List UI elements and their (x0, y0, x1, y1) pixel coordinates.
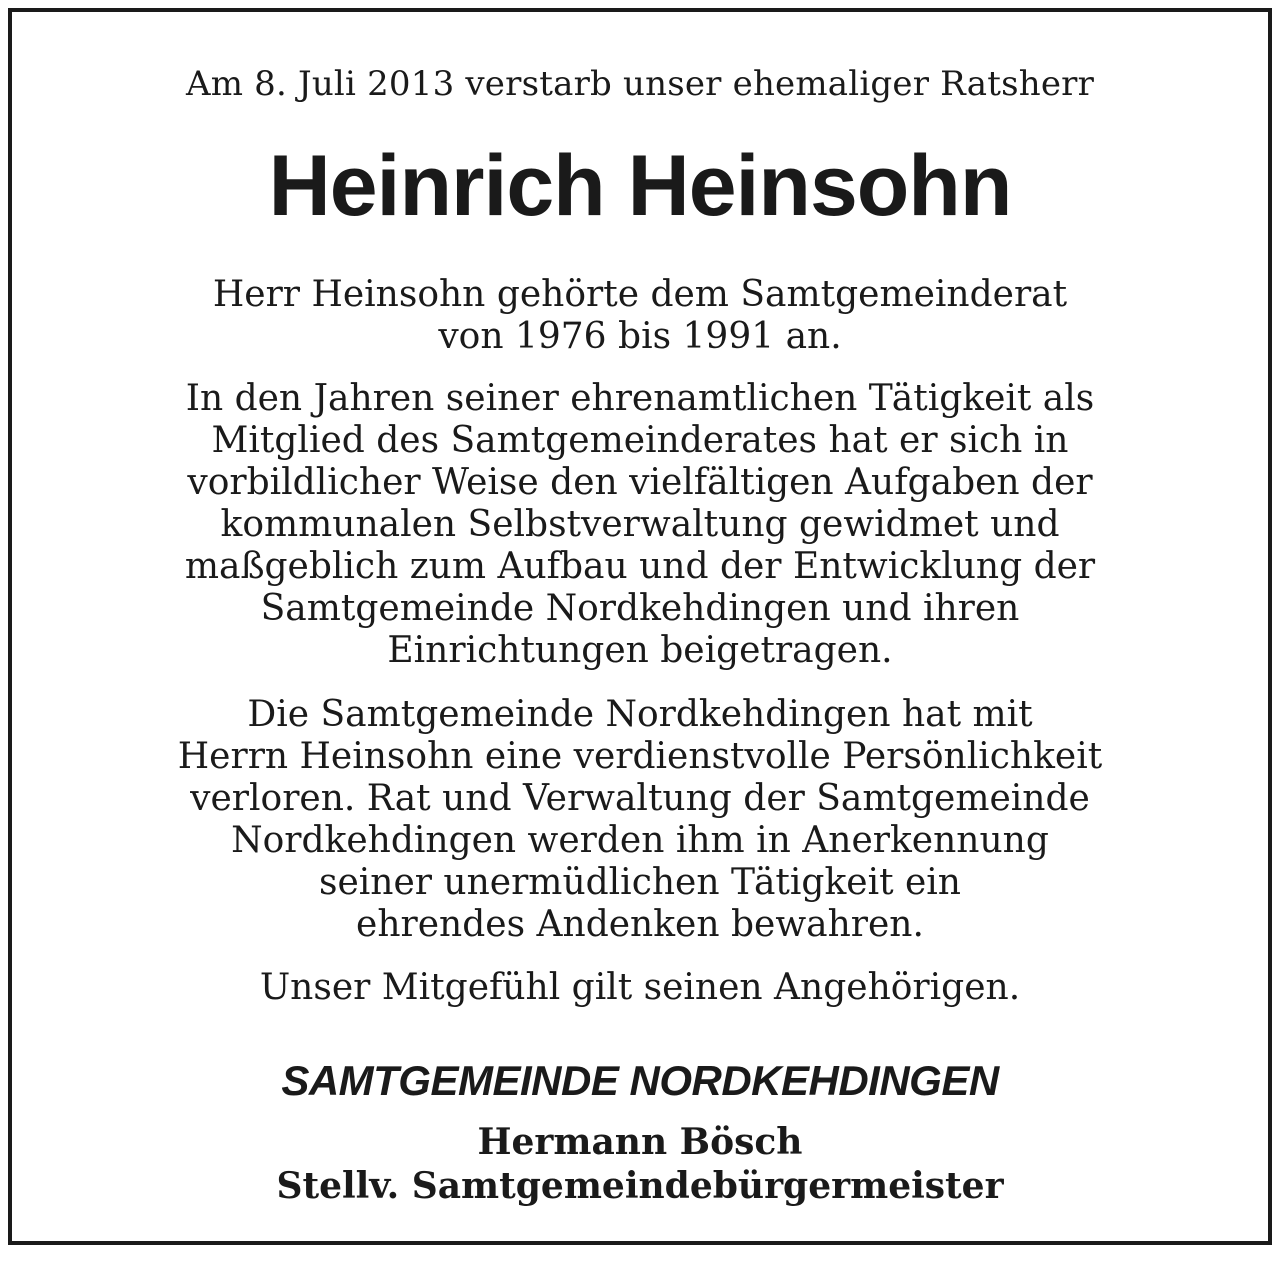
paragraph-condolence (12, 967, 1268, 1009)
text-line: ehrendes Andenken bewahren. (356, 904, 924, 945)
text-line: Samtgemeinde Nordkehdingen und ihren (260, 588, 1020, 629)
text-line: Mitglied des Samtgemeinderates hat er sich in (211, 420, 1069, 461)
text-line: Nordkehdingen werden ihm in Anerkennung (231, 820, 1049, 861)
paragraph-tribute (12, 694, 1268, 946)
paragraph-service (12, 378, 1268, 672)
text-line: Einrichtungen beigetragen. (387, 630, 893, 671)
paragraph-council-membership (12, 274, 1268, 358)
organization-name: SAMTGEMEINDE NORDKEHDINGEN (281, 1057, 999, 1104)
text-line: von 1976 bis 1991 an. (438, 316, 842, 357)
text-line: verloren. Rat und Verwaltung der Samtgemeinde (190, 778, 1090, 819)
text-line: Herrn Heinsohn eine verdienstvolle Persönlichkeit (177, 736, 1103, 777)
text-line: seiner unermüdlichen Tätigkeit ein (318, 862, 961, 903)
text-line: maßgeblich zum Aufbau und der Entwicklung der (184, 546, 1096, 587)
signatory-title: Stellv. Samtgemeindebürgermeister (276, 1165, 1004, 1207)
text-line: Unser Mitgefühl gilt seinen Angehörigen. (259, 967, 1021, 1008)
obituary-notice-frame (8, 8, 1272, 1245)
text-line: In den Jahren seiner ehrenamtlichen Tätigkeit als (185, 378, 1095, 419)
signatory-name: Hermann Bösch (477, 1121, 803, 1163)
intro-line: Am 8. Juli 2013 verstarb unser ehemaliger Ratsherr (185, 64, 1095, 104)
text-line: Herr Heinsohn gehörte dem Samtgemeinderat (212, 274, 1068, 315)
text-line: Die Samtgemeinde Nordkehdingen hat mit (247, 694, 1033, 735)
deceased-name: Heinrich Heinsohn (268, 138, 1012, 234)
text-line: vorbildlicher Weise den vielfältigen Aufgaben der (187, 462, 1093, 503)
text-line: kommunalen Selbstverwaltung gewidmet und (220, 504, 1060, 545)
